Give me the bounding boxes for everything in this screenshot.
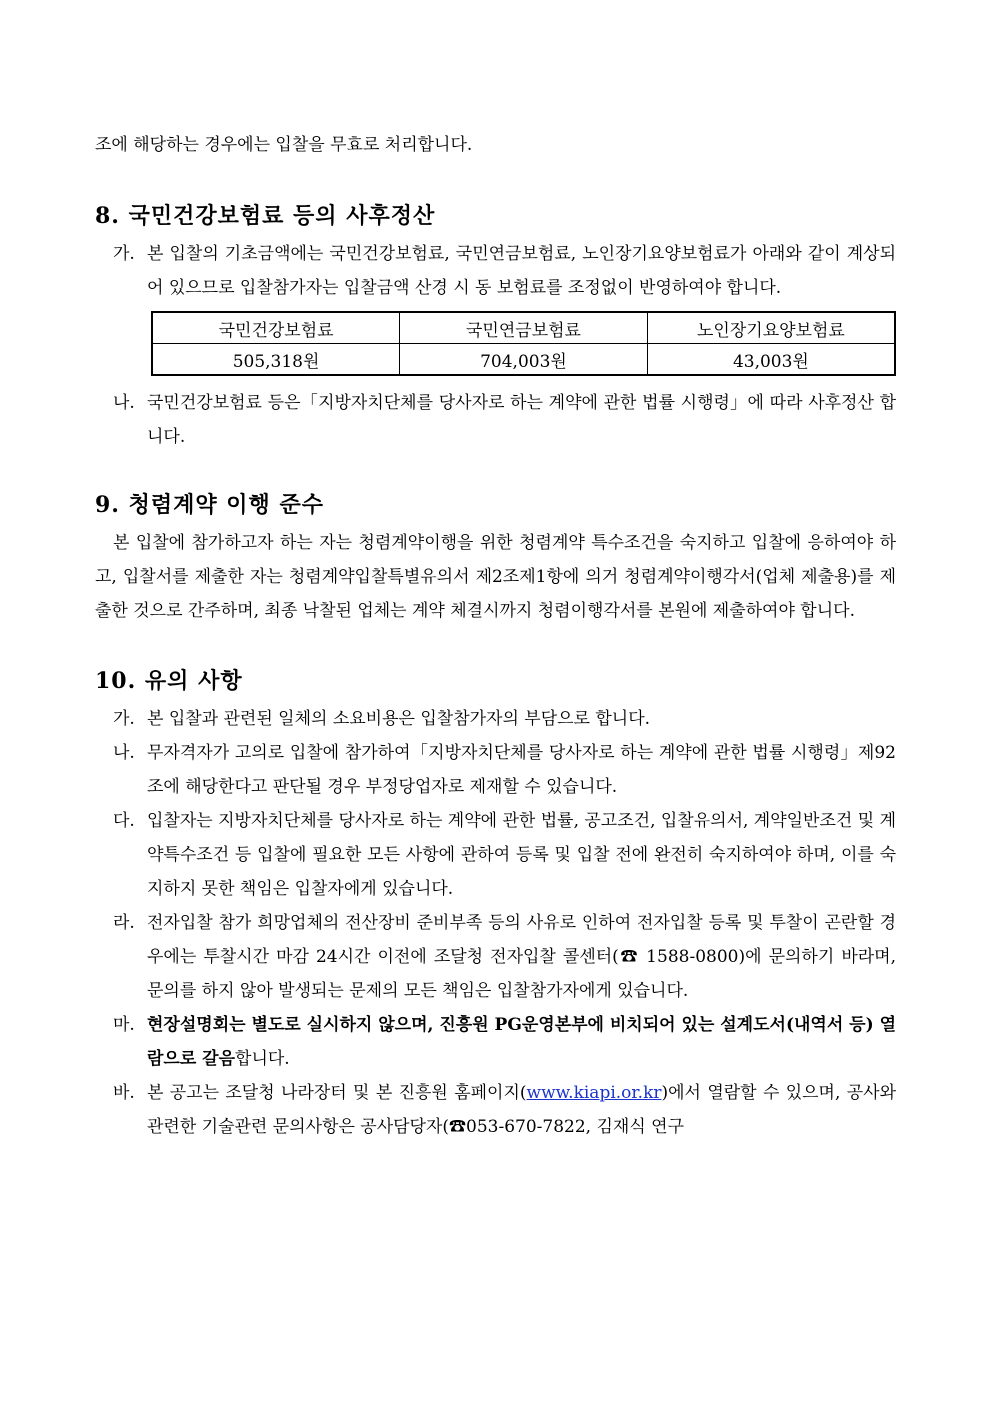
section-8-title: 8. 국민건강보험료 등의 사후정산	[95, 203, 436, 229]
item-text-bold: 현장설명회는 별도로 실시하지 않으며, 진흥원 PG운영본부에 비치되어 있는 설계도서(내역서 등) 열람으로 갈음	[147, 1015, 896, 1069]
item-text: 입찰자는 지방자치단체를 당사자로 하는 계약에 관한 법률, 공고조건, 입찰유의서, 계약일반조건 및 계약특수조건 등 입찰에 필요한 모든 사항에 관하여 등록 및 입찰 전에 완전히 숙지하여야 하며, 이를 숙지하지 못한 책임은 입찰자에게 있습니다.	[147, 811, 896, 899]
table-header-cell: 국민건강보험료	[152, 312, 400, 344]
section-10-title: 10. 유의 사항	[95, 668, 243, 694]
insurance-table	[151, 311, 896, 376]
section-8-item-a	[95, 237, 896, 305]
section-10-item-b	[95, 736, 896, 804]
item-text: 본 입찰의 기초금액에는 국민건강보험료, 국민연금보험료, 노인장기요양보험료가 아래와 같이 계상되어 있으므로 입찰참가자는 입찰금액 산경 시 동 보험료를 조정없이 반영하여야 합니다.	[147, 244, 896, 298]
item-marker: 라.	[113, 913, 135, 933]
table-header-cell: 국민연금보험료	[400, 312, 648, 344]
table-cell: 505,318원	[152, 344, 400, 376]
table-header-cell: 노인장기요양보험료	[647, 312, 895, 344]
item-marker: 바.	[113, 1083, 135, 1103]
section-10-item-f	[95, 1076, 896, 1144]
section-10-item-e	[95, 1008, 896, 1076]
item-text: 국민건강보험료 등은「지방자치단체를 당사자로 하는 계약에 관한 법률 시행령」에 따라 사후정산 합니다.	[147, 393, 896, 447]
item-marker: 가.	[113, 244, 135, 264]
homepage-link[interactable]: www.kiapi.or.kr	[526, 1083, 662, 1103]
document-page	[95, 128, 896, 1144]
section-10-item-c	[95, 804, 896, 906]
section-10-item-a	[95, 702, 896, 736]
item-text: 전자입찰 참가 희망업체의 전산장비 준비부족 등의 사유로 인하여 전자입찰 등록 및 투찰이 곤란할 경우에는 투찰시간 마감 24시간 이전에 조달청 전자입찰 콜센터(☎ 1588-0800)에 문의하기 바라며, 문의를 하지 않아 발생되는 문제의 모든 책임은 입찰참가자에게 있습니다.	[147, 913, 896, 1001]
section-8-item-b	[95, 386, 896, 454]
intro-text: 조에 해당하는 경우에는 입찰을 무효로 처리합니다.	[95, 135, 473, 155]
section-9-title: 9. 청렴계약 이행 준수	[95, 492, 324, 518]
table-row	[152, 344, 895, 376]
item-text: 무자격자가 고의로 입찰에 참가하여「지방자치단체를 당사자로 하는 계약에 관한 법률 시행령」제92조에 해당한다고 판단될 경우 부정당업자로 제재할 수 있습니다.	[147, 743, 896, 797]
item-marker: 나.	[113, 743, 135, 763]
table-cell: 43,003원	[647, 344, 895, 376]
item-text: 본 입찰과 관련된 일체의 소요비용은 입찰참가자의 부담으로 합니다.	[147, 709, 651, 729]
item-marker: 다.	[113, 811, 135, 831]
section-9-text: 본 입찰에 참가하고자 하는 자는 청렴계약이행을 위한 청렴계약 특수조건을 숙지하고 입찰에 응하여야 하고, 입찰서를 제출한 자는 청렴계약입찰특별유의서 제2조제1항에 의거 청렴계약이행각서(업체 제출용)를 제출한 것으로 간주하며, 최종 낙찰된 업체는 계약 체결시까지 청렴이행각서를 본원에 제출하여야 합니다.	[95, 533, 896, 621]
item-text: 합니다.	[235, 1049, 290, 1069]
item-marker: 가.	[113, 709, 135, 729]
item-text: 본 공고는 조달청 나라장터 및 본 진흥원 홈페이지(	[147, 1083, 527, 1103]
table-cell: 704,003원	[400, 344, 648, 376]
item-marker: 나.	[113, 393, 135, 413]
item-marker: 마.	[113, 1015, 135, 1035]
section-10-item-d	[95, 906, 896, 1008]
table-header-row	[152, 312, 895, 344]
item-text: )에서 열람할 수 있으며, 공사와 관련한 기술관련 문의사항은 공사담당자(☎053-670-7822, 김재식 연구	[147, 1083, 896, 1137]
